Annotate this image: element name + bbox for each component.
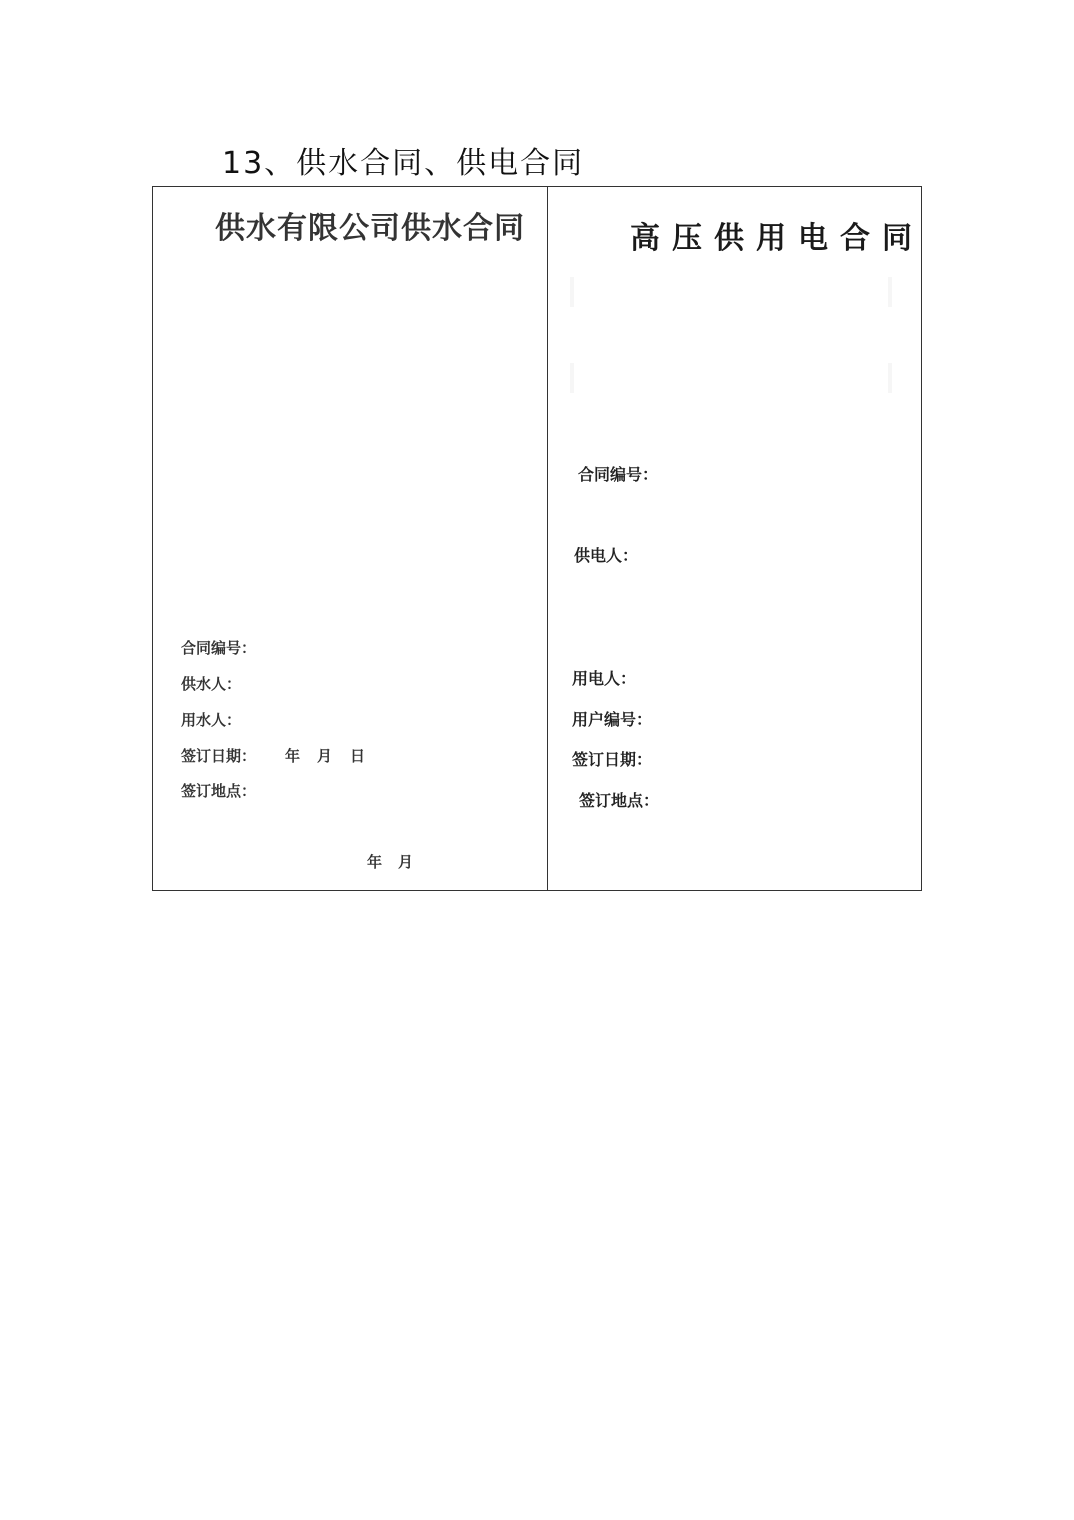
water-sign-date-year: 年 — [285, 747, 301, 765]
power-user-no-label: 用户编号： — [572, 710, 653, 729]
scan-artifact — [888, 277, 892, 307]
water-sign-date-label: 签订日期： — [181, 747, 257, 765]
contract-covers-frame — [152, 186, 922, 891]
water-sign-date-month: 月 — [317, 747, 333, 765]
water-sign-place-label: 签订地点： — [181, 782, 257, 800]
water-sign-date-day: 日 — [350, 747, 366, 765]
power-contract-cover — [548, 187, 922, 890]
power-supplier-label: 供电人： — [574, 546, 639, 565]
water-footer-month: 月 — [398, 853, 414, 871]
scan-artifact — [888, 363, 892, 393]
power-contract-title: 高压供用电合同 — [630, 221, 924, 256]
scan-artifact — [570, 277, 574, 307]
scan-artifact — [570, 363, 574, 393]
water-footer-year: 年 — [367, 853, 383, 871]
power-sign-place-label: 签订地点： — [579, 791, 660, 810]
water-user-label: 用水人： — [181, 711, 242, 729]
power-contract-no-label: 合同编号： — [578, 465, 659, 484]
power-sign-date-label: 签订日期： — [572, 750, 653, 769]
water-contract-cover — [153, 187, 547, 890]
page-heading: 13、供水合同、供电合同 — [222, 146, 585, 181]
water-contract-no-label: 合同编号： — [181, 639, 257, 657]
water-supplier-label: 供水人： — [181, 675, 242, 693]
water-contract-title: 供水有限公司供水合同 — [215, 211, 525, 246]
power-user-label: 用电人： — [572, 669, 637, 688]
